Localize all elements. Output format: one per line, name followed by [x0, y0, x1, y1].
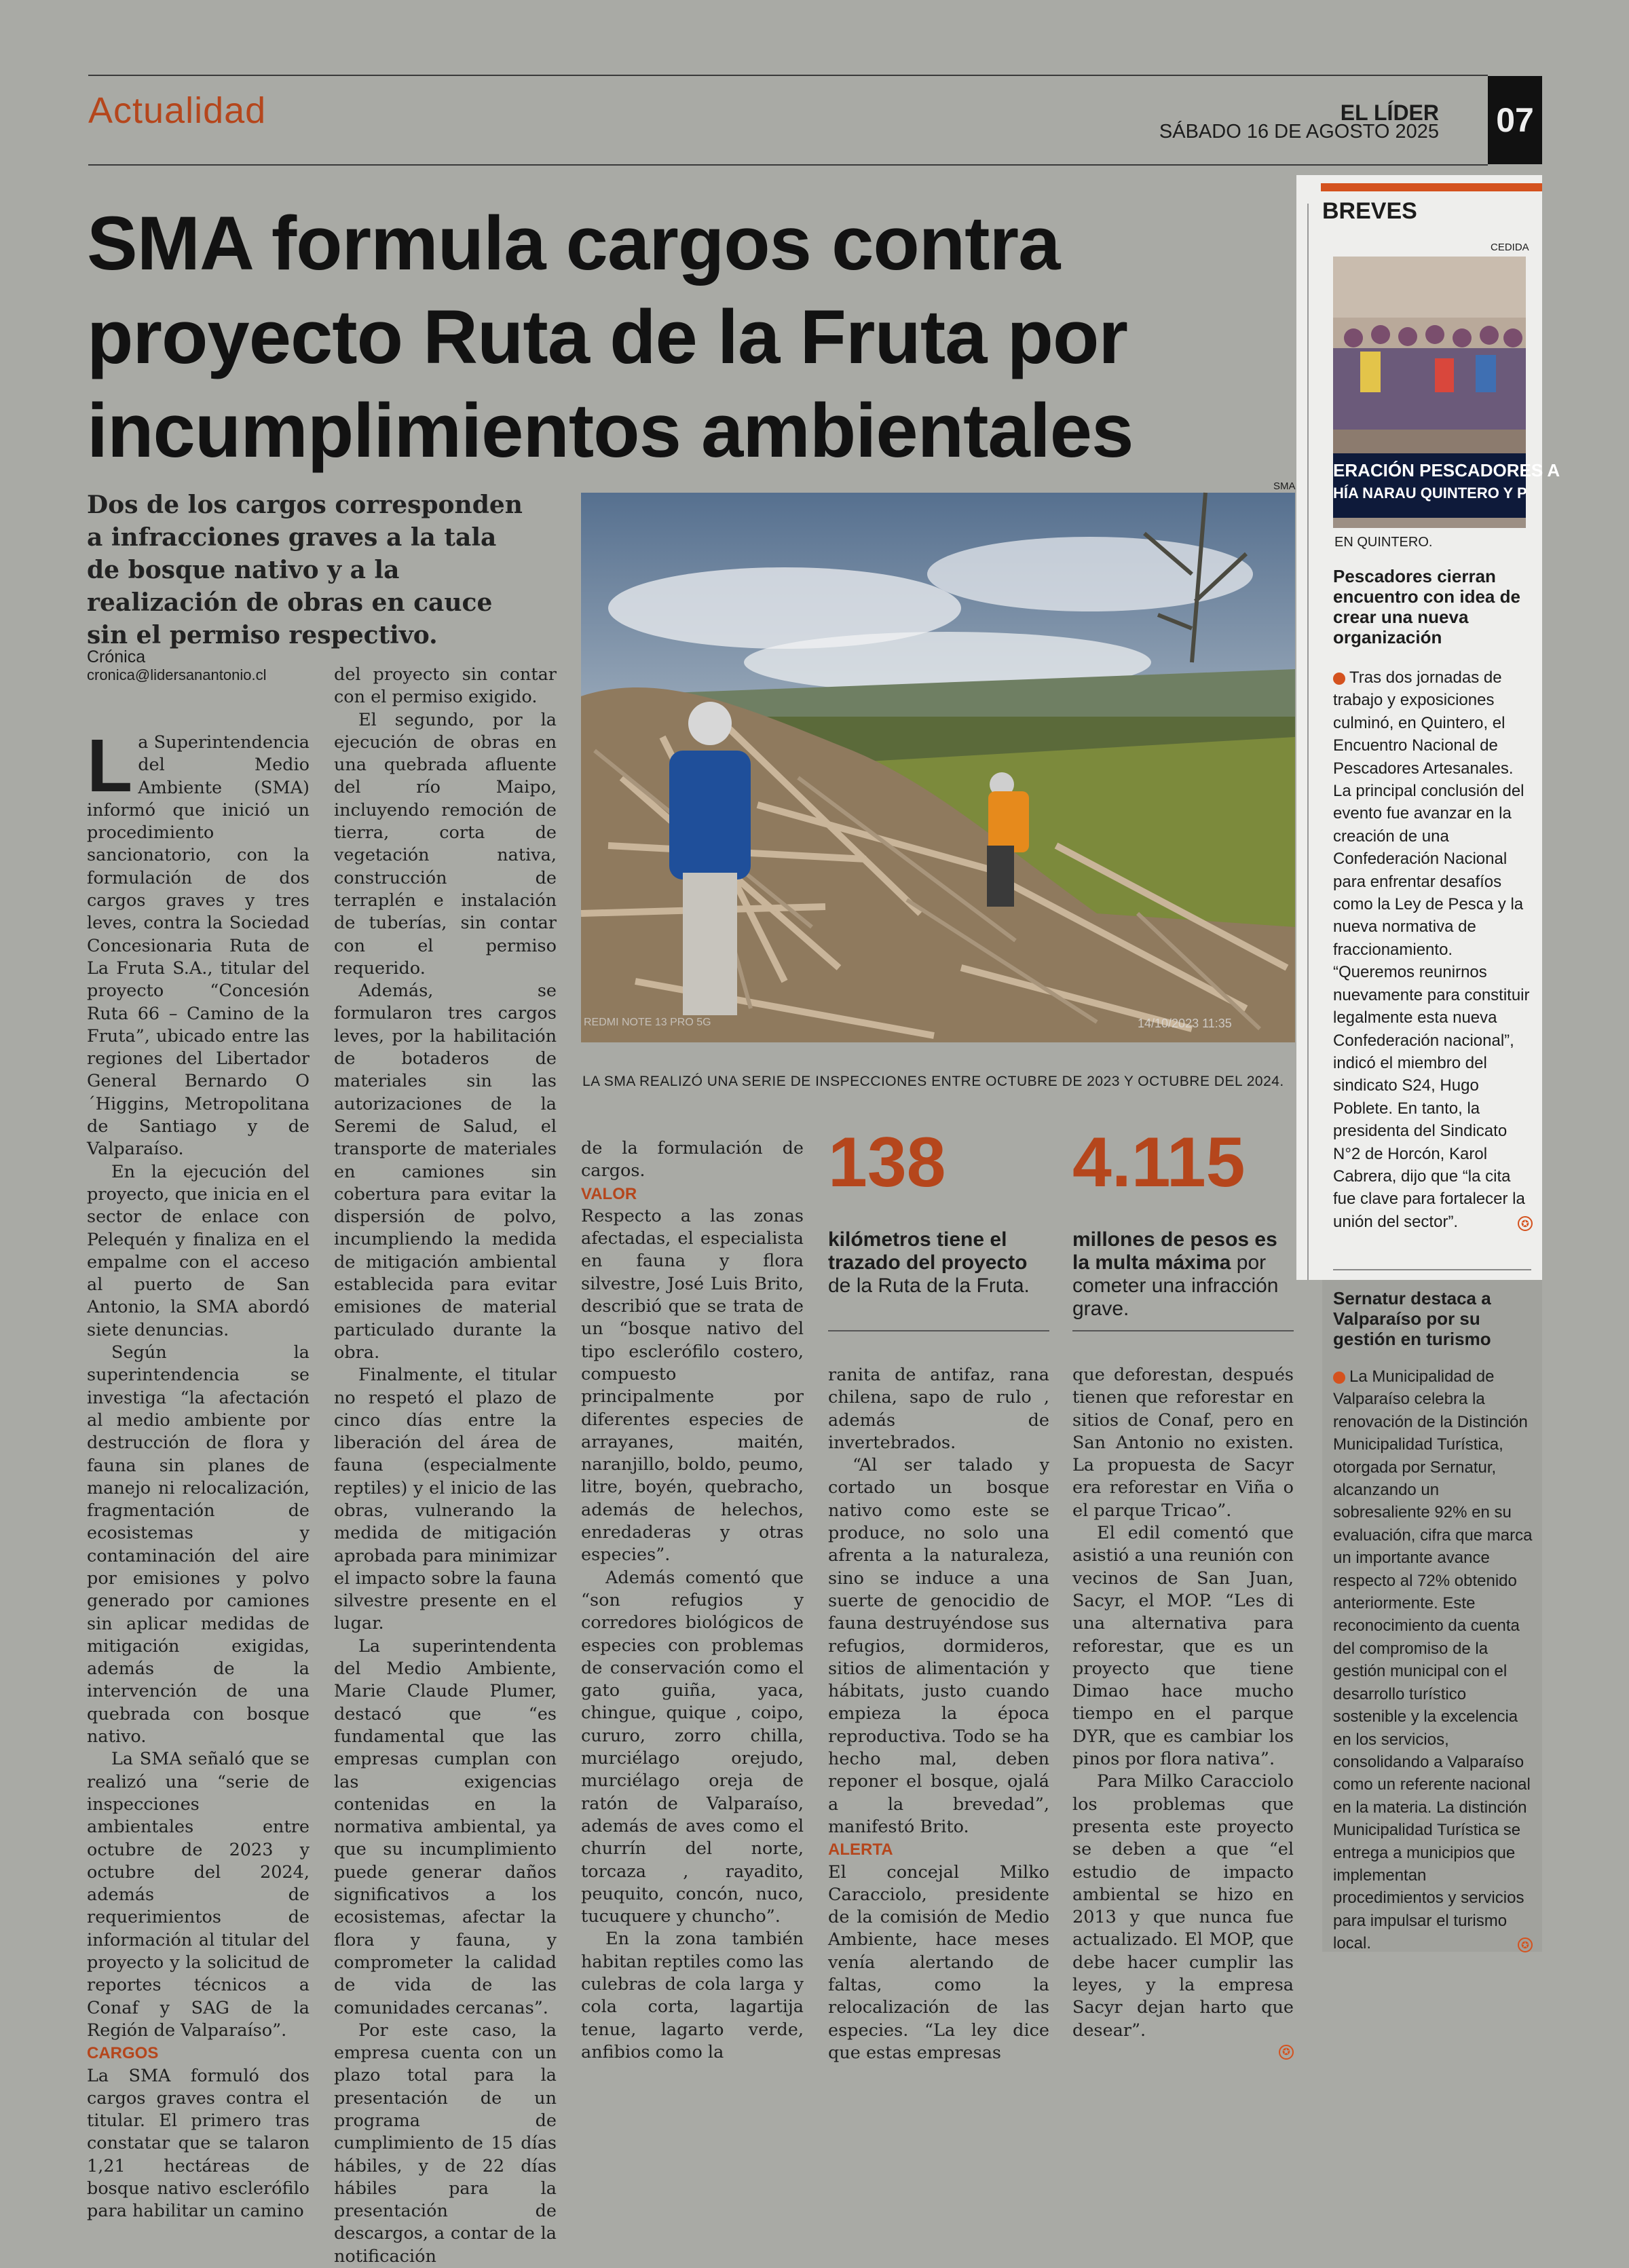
- deck: Dos de los cargos corresponden a infracciones graves a la tala de bosque nativo y a la realización de obras en cauce sin el permiso respectivo.: [87, 491, 523, 649]
- article-column-2: [334, 664, 557, 2268]
- paragraph: [87, 724, 310, 1161]
- paragraph: del proyecto sin contar con el permiso exigido.: [334, 664, 557, 708]
- paragraph: La SMA formuló dos cargos graves contra el titular. El primero tras constatar que se talaron 1,21 hectáreas de bosque nativo esclerófilo para habilitar un camino: [87, 2065, 310, 2222]
- photo-banner-line-2: HÍA NARAU QUINTERO Y P: [1333, 485, 1527, 502]
- breve-1-body: [1333, 666, 1533, 1233]
- stat-number-km: 138: [828, 1123, 946, 1202]
- paragraph: Para Milko Caracciolo los problemas que presenta este proyecto se deben a que “el estudio de impacto ambiental se hizo en 2013 y que nunca fue actualizado. El MOP, que debe hacer cumplir las leyes, y la empresa Sacyr dejan harto que desear”.: [1072, 1771, 1294, 2041]
- breve-2-body: [1333, 1365, 1533, 1955]
- breve-2-text: La Municipalidad de Valparaíso celebra la renovación de la Distinción Municipalidad Turística, otorgada por Sernatur, alcanzando un sobresaliente 92% en su evaluación, cifra que marca un importante avance respecto al 72% obtenido anteriormente. Este reconocimiento da cuenta del compromiso de la gestión municipal con el desarrollo turístico sostenible y la excelencia en los servicios, consolidando a Valparaíso como un referente nacional en la materia. La distinción Municipalidad Turística se entrega a municipios que implementan procedimientos y servicios para impulsar el turismo local.: [1333, 1367, 1533, 1953]
- bullet-icon: [1333, 673, 1345, 685]
- stat-rule: [828, 1330, 1049, 1331]
- article-photo: [581, 493, 1295, 1042]
- byline-email: cronica@lidersanantonio.cl: [87, 666, 267, 683]
- paragraph: Además, se formularon tres cargos leves, por la habilitación de botaderos de materiales sin las autorizaciones de la Seremi de Salud, el transporte de materiales en camiones sin cobertura para evitar la dispersión de polvo, incumpliendo la medida de mitigación ambiental establecida para evitar emisiones de material particulado durante la obra.: [334, 981, 557, 1363]
- stat-number-fine: 4.115: [1072, 1123, 1246, 1202]
- stat-text-rest: por cometer una infracción grave.: [1072, 1251, 1279, 1320]
- sidebar-photo-credit: CEDIDA: [1491, 242, 1529, 253]
- top-rule: [88, 75, 1488, 76]
- dropcap: L: [87, 724, 133, 808]
- end-mark-icon: ✪: [1518, 1216, 1533, 1231]
- paragraph: Según la superintendencia se investiga “la afectación al medio ambiente por destrucción de flora y fauna sin planes de manejo ni relocalización, fragmentación de ecosistemas y contaminación del aire por emisiones y polvo generado por camiones sin aplicar medidas de mitigación exigidas, además de la intervención de una quebrada con bosque nativo.: [87, 1342, 310, 1747]
- photo-illustration: [581, 493, 1295, 1042]
- breve-1-title: Pescadores cierran encuentro con idea de crear una nueva organización: [1333, 566, 1520, 647]
- paragraph: La superintendenta del Medio Ambiente, Marie Claude Plumer, destacó que “es fundamental que las empresas cumplan con las exigencias contenidas en la normativa ambiental, ya que su incumplimiento puede generar daños significativos a los ecosistemas, afectar la flora y fauna, y comprometer la calidad de vida de las comunidades cercanas”.: [334, 1636, 557, 2018]
- stat-text-km: [828, 1228, 1052, 1298]
- sidebar-photo-caption: EN QUINTERO.: [1334, 535, 1433, 550]
- paragraph: “Al ser talado y cortado un bosque nativo como este se produce, no solo una afrenta a la naturaleza, sino se induce a una suerte de genocidio de fauna destruyéndose sus refugios, dormideros, sitios de alimentación y hábitats, justo cuando empieza la época reproductiva. Todo se ha hecho mal, deben reponer el bosque, ojalá a la brevedad”, manifestó Brito.: [828, 1455, 1049, 1837]
- paragraph: La SMA señaló que se realizó una “serie de inspecciones ambientales entre octubre de 2023 y octubre del 2024, además de requerimientos de información al titular del proyecto y la solicitud de reportes técnicos a Conaf y SAG de la Región de Valparaíso”.: [87, 1749, 310, 2041]
- photo-timestamp: 14/10/2023 11:35: [1138, 1017, 1232, 1030]
- paragraph: El edil comentó que asistió a una reunión con vecinos de San Juan, Sacyr, el MOP. “Les di una alternativa para reforestar, que es un proyecto que tiene Dimao hace mucho tiempo en el parque DYR, que es cambiar los pinos por flora nativa”.: [1072, 1523, 1294, 1770]
- header-bottom-rule: [88, 164, 1488, 166]
- publication-date: SÁBADO 16 DE AGOSTO 2025: [1159, 121, 1439, 143]
- paragraph: Además comentó que “son refugios y corredores biológicos de especies con problemas de conservación como el gato guiña, yaca, chingue, quique , coipo, cururo, zorro chilla, murciélago orejudo, murciélago oreja de ratón de Valparaíso, además de aves como el churrín del norte, torcaza , rayadito, peuquito, concón, nuco, tucuquere y chuncho”.: [581, 1567, 804, 1927]
- paragraph: ranita de antifaz, rana chilena, sapo de rulo , además de invertebrados.: [828, 1365, 1049, 1453]
- end-mark-icon: ✪: [1279, 2045, 1294, 2060]
- end-mark-icon: ✪: [1518, 1938, 1533, 1952]
- article-column-3: [581, 1137, 804, 2064]
- paragraph: El segundo, por la ejecución de obras en una quebrada afluente del río Maipo, incluyendo remoción de tierra, corta de vegetación nativa, construcción de terraplén e instalación de tuberías, sin contar con el permiso requerido.: [334, 709, 557, 979]
- paragraph-text: a Superintendencia del Medio Ambiente (SMA) informó que inició un procedimiento sancionatorio, con la formulación de dos cargos graves y tres leves, contra la Sociedad Concesionaria Ruta de La Fruta S.A., titular del proyecto “Concesión Ruta 66 – Camino de la Fruta”, ubicado entre las regiones del Libertador General Bernardo O´Higgins, Metropolitana de Santiago y de Valparaíso.: [87, 732, 310, 1160]
- stat-text-rest: de la Ruta de la Fruta.: [828, 1274, 1030, 1297]
- breve-2-title: Sernatur destaca a Valparaíso por su gestión en turismo: [1333, 1288, 1491, 1349]
- photo-caption: LA SMA REALIZÓ UNA SERIE DE INSPECCIONES ENTRE OCTUBRE DE 2023 Y OCTUBRE DEL 2024.: [582, 1074, 1284, 1089]
- paragraph: Respecto a las zonas afectadas, el especialista en fauna y flora silvestre, José Luis Brito, describió que se trata de un “bosque nativo del tipo esclerófilo costero, compuesto principalmente por diferentes especies de arrayanes, maitén, naranjillo, boldo, peumo, litre, boyén, quebracho, además de helechos, enredaderas y otras especies”.: [581, 1205, 804, 1566]
- publication-name: EL LÍDER: [1340, 100, 1439, 125]
- paragraph: que deforestan, después tienen que reforestar en sitios de Conaf, pero en San Antonio no existen. La propuesta de Sacyr era reforestar en Viña o el parque Tricao”.: [1072, 1365, 1294, 1521]
- byline-name: Crónica: [87, 647, 146, 666]
- subheading: ALERTA: [828, 1840, 893, 1859]
- paragraph: Por este caso, la empresa cuenta con un plazo total para la presentación de un programa de cumplimiento de 15 días hábiles, y de 22 días hábiles para la presentación de descargos, a contar de la notificación: [334, 2020, 557, 2267]
- paragraph: El concejal Milko Caracciolo, presidente de la comisión de Medio Ambiente, hace meses venía alertando de faltas, como la relocalización de las especies. “La ley dice que estas empresas: [828, 1861, 1049, 2063]
- article-column-5: [1072, 1364, 1294, 2060]
- stat-rule: [1072, 1330, 1294, 1331]
- photo-credit: SMA: [1273, 480, 1296, 492]
- article-column-1: [87, 724, 310, 2223]
- paragraph: Finalmente, el titular no respetó el plazo de cinco días entre la liberación del área de fauna (especialmente reptiles) y el inicio de las obras, vulnerando la medida de mitigación aprobada para minimizar el impacto sobre la fauna silvestre presente en el lugar.: [334, 1365, 557, 1634]
- stat-text-bold: millones de pesos es la multa máxima: [1072, 1228, 1277, 1274]
- breves-accent-bar: [1321, 183, 1542, 191]
- section-label: Actualidad: [88, 90, 267, 131]
- paragraph: En la zona también habitan reptiles como las culebras de cola larga y cola corta, lagartija tenue, lagarto verde, anfibios como la: [581, 1929, 804, 2062]
- breve-1-text: Tras dos jornadas de trabajo y exposiciones culminó, en Quintero, el Encuentro Nacional de Pescadores Artesanales. La principal conclusión del evento fue avanzar en la creación de una Confederación Nacional para enfrentar desafíos como la Ley de Pesca y la nueva normativa de fraccionamiento. “Queremos reunirnos nuevamente para constituir legalmente esta nueva Confederación nacional”, indicó el miembro del sindicato S24, Hugo Poblete. En tanto, la presidenta del Sindicato N°2 de Horcón, Karol Cabrera, dijo que “la cita fue clave para fortalecer la unión del sector”.: [1333, 668, 1530, 1231]
- bullet-icon: [1333, 1372, 1345, 1384]
- fishermen-photo: [1333, 257, 1560, 528]
- sidebar-divider: [1307, 204, 1309, 1280]
- page-number: 07: [1488, 76, 1542, 164]
- stat-text-fine: [1072, 1228, 1296, 1321]
- breves-title: BREVES: [1322, 198, 1417, 224]
- stat-text-bold: kilómetros tiene el trazado del proyecto: [828, 1228, 1028, 1274]
- photo-banner-line-1: ERACIÓN PESCADORES A: [1333, 460, 1560, 480]
- headline: SMA formula cargos contra proyecto Ruta de la Fruta por incumplimientos ambientales: [87, 201, 1134, 473]
- subheading: VALOR: [581, 1184, 637, 1203]
- article-column-4: [828, 1364, 1049, 2064]
- paragraph: En la ejecución del proyecto, que inicia en el sector de enlace con Pelequén y finaliza en el empalme con el acceso al puerto de San Antonio, la SMA abordó siete denuncias.: [87, 1161, 310, 1340]
- paragraph: de la formulación de cargos.: [581, 1138, 804, 1182]
- photo-watermark: REDMI NOTE 13 PRO 5G: [584, 1017, 711, 1028]
- subheading: CARGOS: [87, 2044, 159, 2063]
- breves-separator: [1333, 1269, 1531, 1270]
